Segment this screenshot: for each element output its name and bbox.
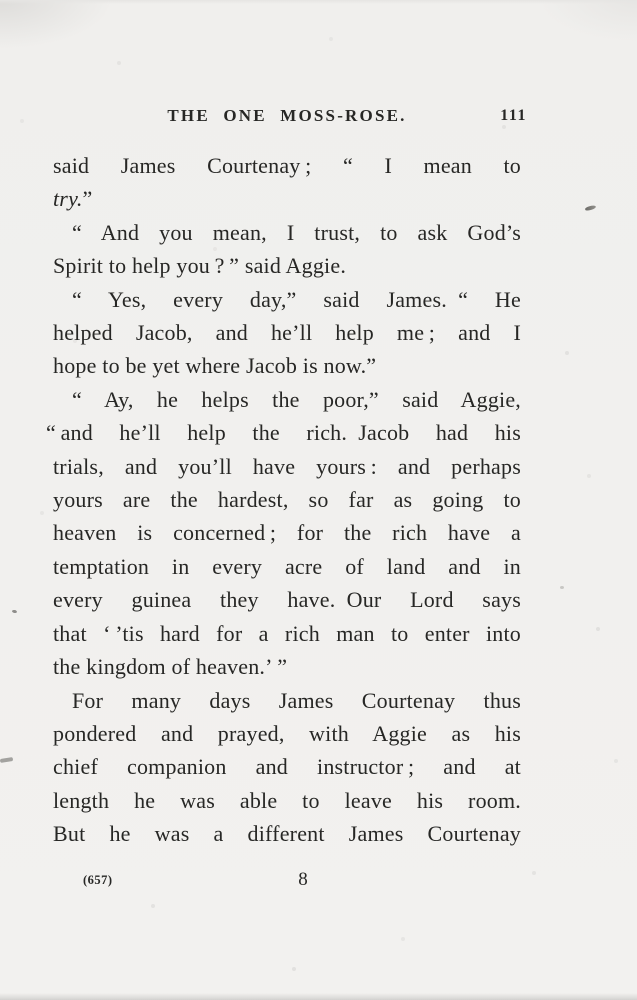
- text-segment: hope to be yet where Jacob is now.”: [53, 353, 377, 379]
- paper-noise: [0, 0, 2, 2]
- printers-signature: (657): [83, 873, 113, 887]
- text-segment: But he was a different James Courtenay: [53, 821, 521, 847]
- text-line: [53, 349, 521, 382]
- scan-artifact-left-edge: [0, 757, 13, 763]
- text-segment: Spirit to help you ? ” said Aggie.: [53, 253, 347, 279]
- text-segment: the kingdom of heaven.’ ”: [53, 654, 288, 680]
- text-segment: trials, and you’ll have yours : and perhaps: [53, 453, 521, 479]
- page-footer: [53, 869, 521, 895]
- text-segment: “ and he’ll help the rich. Jacob had his: [46, 420, 521, 446]
- scan-edge-top: [0, 0, 637, 4]
- page-number-bottom: 8: [298, 869, 308, 890]
- text-line: [53, 550, 521, 583]
- scan-edge-bottom: [0, 993, 637, 1000]
- text-segment: yours are the hardest, so far as going to: [53, 487, 521, 513]
- text-line: [53, 149, 521, 182]
- text-line: [53, 817, 521, 850]
- text-line: [53, 450, 521, 483]
- text-segment: “ Yes, every day,” said James. “ He: [72, 286, 521, 312]
- text-segment: ”: [82, 186, 93, 212]
- text-line: [53, 249, 521, 282]
- text-segment: For many days James Courtenay thus: [72, 687, 521, 713]
- text-line: [46, 416, 521, 449]
- text-line: [53, 650, 521, 683]
- scan-artifact-right-margin: [585, 205, 597, 212]
- text-segment: every guinea they have. Our Lord says: [53, 587, 521, 613]
- text-line: [53, 617, 521, 650]
- text-line: [53, 750, 521, 783]
- page-body: [46, 149, 521, 851]
- text-segment: temptation in every acre of land and in: [53, 553, 521, 579]
- text-line: [53, 483, 521, 516]
- text-segment: “ Ay, he helps the poor,” said Aggie,: [72, 386, 521, 412]
- text-line: [53, 383, 521, 416]
- text-segment: length he was able to leave his room.: [53, 787, 521, 813]
- text-line: [53, 316, 521, 349]
- scan-artifact-faint-speck: [560, 586, 564, 589]
- text-segment: helped Jacob, and he’ll help me ; and I: [53, 320, 521, 346]
- text-segment: try.: [53, 186, 83, 212]
- scan-artifact-left-margin: [12, 610, 18, 614]
- text-line: [53, 784, 521, 817]
- running-title: THE ONE MOSS-ROSE.: [167, 106, 407, 125]
- text-segment: pondered and prayed, with Aggie as his: [53, 720, 521, 746]
- text-line: [53, 516, 521, 549]
- text-segment: said James Courtenay ; “ I mean to: [53, 153, 521, 178]
- text-segment: chief companion and instructor ; and at: [53, 754, 521, 780]
- text-line: [53, 583, 521, 616]
- text-segment: “ And you mean, I trust, to ask God’s: [72, 219, 521, 245]
- page-number-top: 111: [500, 107, 527, 124]
- text-segment: that ‘ ’tis hard for a rich man to enter into: [53, 620, 521, 646]
- text-segment: heaven is concerned ; for the rich have a: [53, 520, 521, 546]
- text-line: [53, 182, 521, 215]
- text-line: [53, 216, 521, 249]
- text-line: [53, 684, 521, 717]
- text-line: [53, 717, 521, 750]
- page-header: [53, 106, 527, 126]
- text-line: [53, 283, 521, 316]
